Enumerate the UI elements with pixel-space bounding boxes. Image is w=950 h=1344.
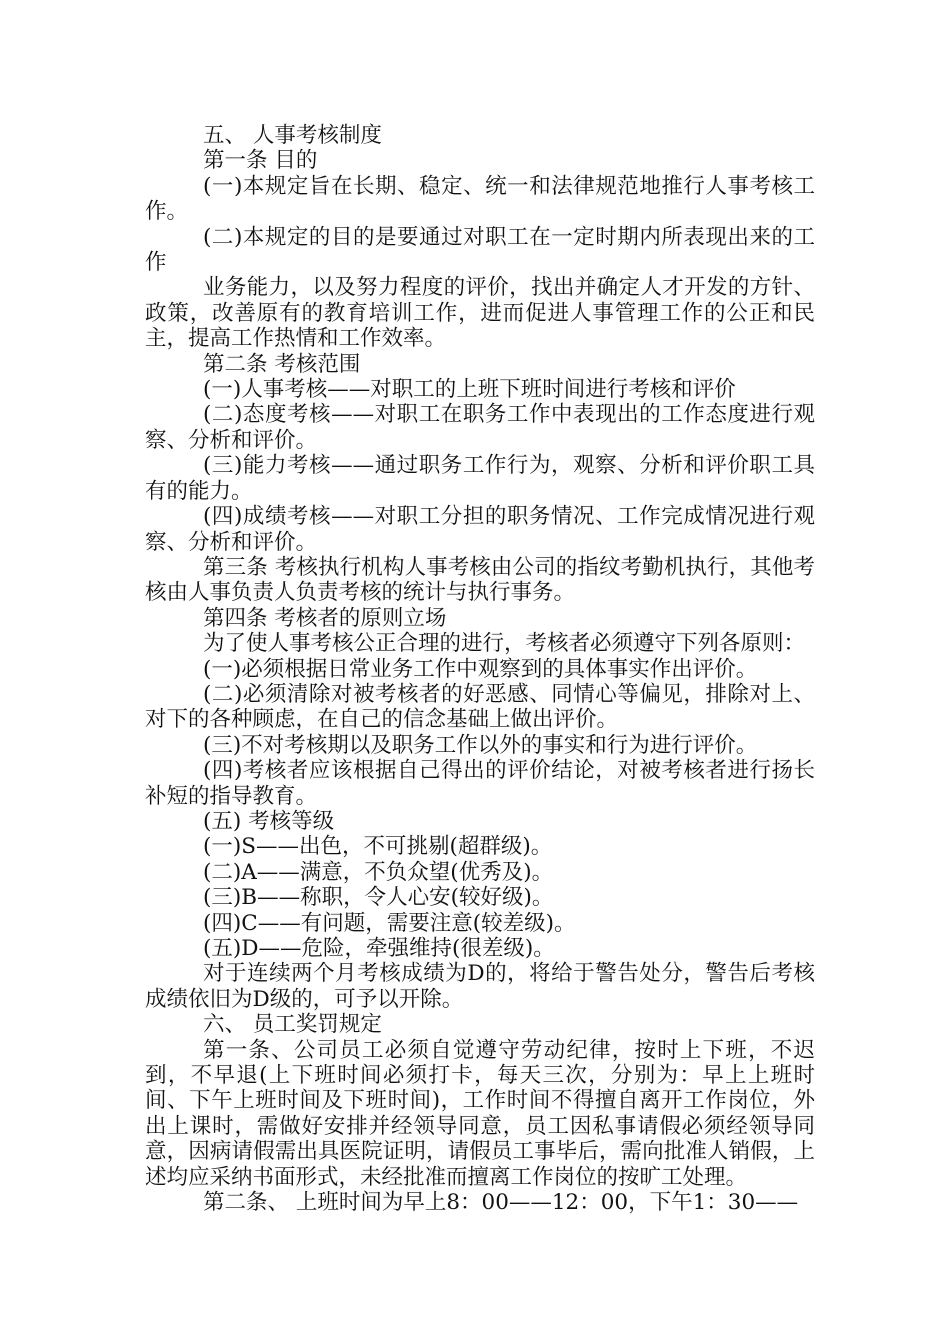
paragraph: (一)人事考核——对职工的上班下班时间进行考核和评价 xyxy=(203,377,736,403)
paragraph: (一)本规定旨在长期、稳定、统一和法律规范地推行人事考核工作。 xyxy=(145,173,815,225)
paragraph: 业务能力，以及努力程度的评价，找出并确定人才开发的方针、政策，改善原有的教育培训工作，进而促进人事管理工作的公正和民主，提高工作热情和工作效率。 xyxy=(145,275,815,352)
paragraph: 对于连续两个月考核成绩为D的，将给于警告处分，警告后考核成绩依旧为D级的，可予以开除。 xyxy=(145,961,815,1012)
paragraph: (三)不对考核期以及职务工作以外的事实和行为进行评价。 xyxy=(203,732,758,758)
grade-item: (一)S——出色，不可挑剔(超群级)。 xyxy=(203,834,553,860)
grade-item: (五)D——危险，牵强维持(很差级)。 xyxy=(203,936,555,961)
paragraph: 为了使人事考核公正合理的进行，考核者必须遵守下列各原则： xyxy=(203,631,806,657)
document-body xyxy=(145,123,815,1215)
article-heading: (五) 考核等级 xyxy=(203,808,335,834)
paragraph: (二)态度考核——对职工在职务工作中表现出的工作态度进行观察、分析和评价。 xyxy=(145,402,815,453)
paragraph: (二)必须清除对被考核者的好恶感、同情心等偏见，排除对上、对下的各种顾虑，在自己的信念基础上做出评价。 xyxy=(145,681,815,733)
section-heading-5: 五、 人事考核制度 xyxy=(203,123,382,148)
paragraph: (四)成绩考核——对职工分担的职务情况、工作完成情况进行观察、分析和评价。 xyxy=(145,504,815,555)
paragraph: (四)考核者应该根据自己得出的评价结论，对被考核者进行扬长补短的指导教育。 xyxy=(145,758,815,809)
article-heading: 第二条 考核范围 xyxy=(203,351,361,377)
paragraph: (二)本规定的目的是要通过对职工在一定时期内所表现出来的工作 xyxy=(145,224,815,276)
grade-item: (四)C——有问题，需要注意(较差级)。 xyxy=(203,910,576,936)
article-heading: 第四条 考核者的原则立场 xyxy=(203,605,447,631)
grade-item: (三)B——称职，令人心安(较好级)。 xyxy=(203,885,554,911)
article-heading: 第一条 目的 xyxy=(203,148,318,174)
paragraph: 第二条、 上班时间为早上8：00——12：00，下午1：30—— xyxy=(203,1190,799,1216)
section-heading-6: 六、 员工奖罚规定 xyxy=(203,1012,382,1038)
paragraph: 第一条、公司员工必须自觉遵守劳动纪律，按时上下班，不迟到，不早退(上下班时间必须打卡，每天三次，分别为：早上上班时间、下午上班时间及下班时间)，工作时间不得擅自离开工作岗位，外出上课时，需做好安排并经领导同意，员工因私事请假必须经领导同意，因病请假需出具医院证明，请假员工事毕后，需向批准人销假，上述均应采纳书面形式，未经批准而擅离工作岗位的按旷工处理。 xyxy=(145,1037,815,1190)
paragraph: 第三条 考核执行机构人事考核由公司的指纹考勤机执行，其他考核由人事负责人负责考核的统计与执行事务。 xyxy=(145,554,815,606)
paragraph: (一)必须根据日常业务工作中观察到的具体事实作出评价。 xyxy=(203,656,758,682)
grade-item: (二)A——满意，不负众望(优秀及)。 xyxy=(203,859,554,885)
paragraph: (三)能力考核——通过职务工作行为，观察、分析和评价职工具有的能力。 xyxy=(145,453,815,504)
